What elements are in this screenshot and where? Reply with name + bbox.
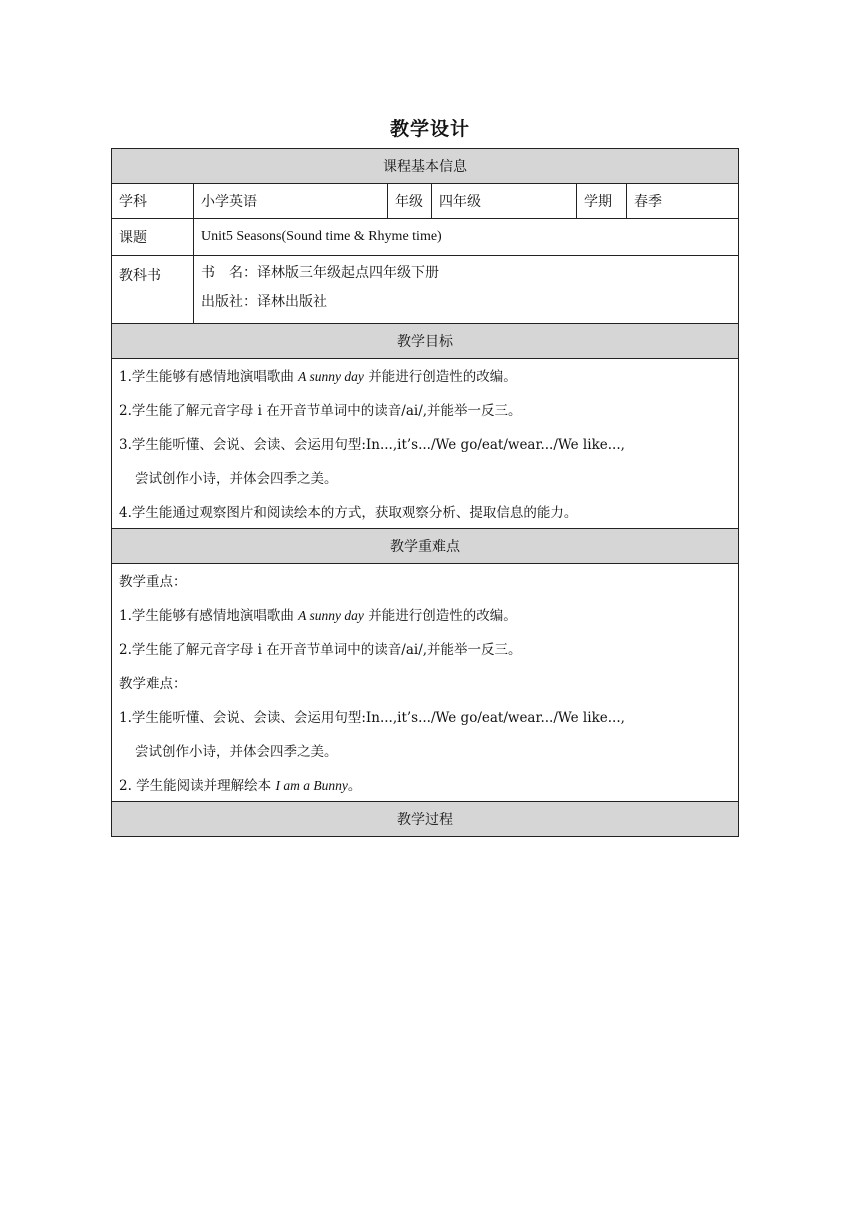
- difficulty-item-continued: 尝试创作小诗，并体会四季之美。: [135, 744, 338, 760]
- term-value: 春季: [634, 194, 662, 210]
- focus-label: 教学重点：: [119, 574, 187, 590]
- goal-text: 并能进行创造性的改编。: [363, 369, 517, 385]
- section-header-key-points: 教学重难点: [112, 529, 738, 564]
- focus-text: 并能进行创造性的改编。: [363, 608, 517, 624]
- grade-value: 四年级: [432, 184, 577, 218]
- topic-row: [112, 219, 738, 256]
- goal-item: 2.学生能了解元音字母 i 在开音节单词中的读音/ai/,并能举一反三。: [119, 403, 522, 419]
- textbook-publisher: 出版社：译林出版社: [201, 294, 327, 310]
- subject-value: 小学英语: [194, 184, 388, 218]
- difficulty-text: 2. 学生能阅读并理解绘本: [119, 778, 276, 794]
- song-title: A sunny day: [298, 608, 364, 623]
- subject-label: 学科: [112, 184, 194, 218]
- difficulty-item: 1.学生能听懂、会说、会读、会运用句型:In...,it’s.../We go/eat/wear.../We like...,: [119, 710, 625, 726]
- textbook-label: 教科书: [112, 256, 194, 323]
- page-title: 教学设计: [389, 118, 470, 140]
- term-label: 学期: [577, 184, 627, 218]
- key-points-content: [112, 564, 738, 802]
- section-header-process: 教学过程: [112, 802, 738, 837]
- book-title: I am a Bunny: [275, 778, 348, 793]
- difficulty-label: 教学难点：: [119, 676, 187, 692]
- textbook-info: [194, 256, 738, 323]
- focus-item: 2.学生能了解元音字母 i 在开音节单词中的读音/ai/,并能举一反三。: [119, 642, 522, 658]
- difficulty-text: 。: [347, 778, 362, 794]
- subject-row: [112, 184, 738, 219]
- goal-item: 3.学生能听懂、会说、会读、会运用句型:In...,it’s.../We go/eat/wear.../We like...,: [119, 437, 625, 453]
- goal-item: 4.学生能通过观察图片和阅读绘本的方式，获取观察分析、提取信息的能力。: [119, 505, 578, 521]
- goal-item: [119, 364, 731, 398]
- focus-item: [119, 603, 731, 637]
- textbook-row: [112, 256, 738, 324]
- section-header-basic-info: 课程基本信息: [112, 149, 738, 184]
- goal-text: 1.学生能够有感情地演唱歌曲: [119, 369, 299, 385]
- textbook-name: 书 名：译林版三年级起点四年级下册: [201, 265, 439, 281]
- grade-label: 年级: [388, 184, 432, 218]
- lesson-plan-table: [111, 148, 739, 837]
- section-header-goals: 教学目标: [112, 324, 738, 359]
- focus-text: 1.学生能够有感情地演唱歌曲: [119, 608, 299, 624]
- topic-label: 课题: [112, 219, 194, 255]
- topic-value: Unit5 Seasons(Sound time & Rhyme time): [201, 229, 442, 244]
- goals-content: [112, 359, 738, 529]
- goal-item-continued: 尝试创作小诗，并体会四季之美。: [135, 471, 338, 487]
- song-title: A sunny day: [298, 369, 364, 384]
